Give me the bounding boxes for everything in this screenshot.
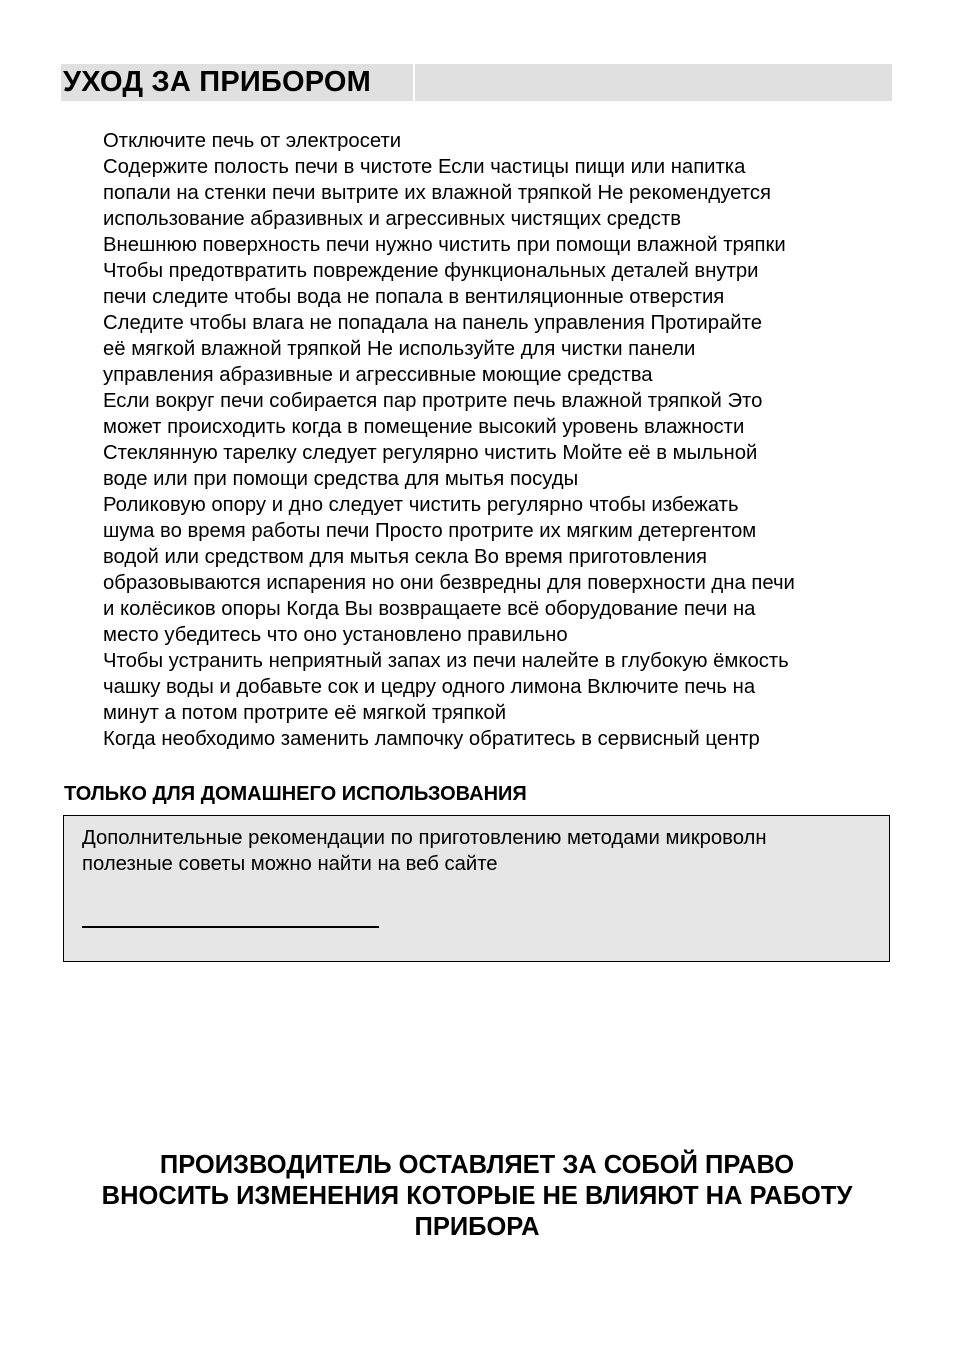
home-use-title: ТОЛЬКО ДЛЯ ДОМАШНЕГО ИСПОЛЬЗОВАНИЯ <box>64 783 527 805</box>
care-line: шума во время работы печи Просто протрите их мягким детергентом <box>103 520 757 542</box>
care-line: водой или средством для мытья секла Во время приготовления <box>103 546 708 568</box>
care-line: попали на стенки печи вытрите их влажной тряпкой Не рекомендуется <box>103 182 771 204</box>
section-heading-divider <box>413 64 415 101</box>
website-blank-line <box>82 926 379 928</box>
care-line: Внешнюю поверхность печи нужно чистить при помощи влажной тряпки <box>103 234 786 256</box>
care-line: Роликовую опору и дно следует чистить регулярно чтобы избежать <box>103 494 739 516</box>
care-line: Отключите печь от электросети <box>103 130 402 152</box>
care-instructions <box>103 128 903 752</box>
care-line: управления абразивные и агрессивные моющие средства <box>103 364 653 386</box>
care-line: Когда необходимо заменить лампочку обратитесь в сервисный центр <box>103 728 760 750</box>
care-line: образовываются испарения но они безвредны для поверхности дна печи <box>103 572 795 594</box>
care-line: Следите чтобы влага не попадала на панель управления Протирайте <box>103 312 762 334</box>
care-line: Содержите полость печи в чистоте Если частицы пищи или напитка <box>103 156 746 178</box>
care-line: чашку воды и добавьте сок и цедру одного лимона Включите печь на <box>103 676 756 698</box>
website-info-text <box>82 825 767 877</box>
care-line: Если вокруг печи собирается пар протрите печь влажной тряпкой Это <box>103 390 763 412</box>
care-line: место убедитесь что оно установлено правильно <box>103 624 568 646</box>
care-line: Чтобы предотвратить повреждение функциональных деталей внутри <box>103 260 759 282</box>
care-line: Чтобы устранить неприятный запах из печи налейте в глубокую ёмкость <box>103 650 789 672</box>
care-line: воде или при помощи средства для мытья посуды <box>103 468 579 490</box>
care-line: Стеклянную тарелку следует регулярно чистить Мойте её в мыльной <box>103 442 758 464</box>
care-line: использование абразивных и агрессивных чистящих средств <box>103 208 682 230</box>
care-line: и колёсиков опоры Когда Вы возвращаете всё оборудование печи на <box>103 598 756 620</box>
notice-line: ВНОСИТЬ ИЗМЕНЕНИЯ КОТОРЫЕ НЕ ВЛИЯЮТ НА РАБОТУ <box>101 1182 853 1210</box>
section-title: УХОД ЗА ПРИБОРОМ <box>63 66 371 98</box>
notice-line: ПРОИЗВОДИТЕЛЬ ОСТАВЛЯЕТ ЗА СОБОЙ ПРАВО <box>159 1151 795 1179</box>
care-line: её мягкой влажной тряпкой Не используйте для чистки панели <box>103 338 696 360</box>
info-line: полезные советы можно найти на веб сайте <box>82 853 498 875</box>
care-line: может происходить когда в помещение высокий уровень влажности <box>103 416 745 438</box>
care-line: печи следите чтобы вода не попала в вентиляционные отверстия <box>103 286 725 308</box>
website-info-box <box>63 815 890 962</box>
info-line: Дополнительные рекомендации по приготовлению методами микроволн <box>82 827 767 849</box>
notice-line: ПРИБОРА <box>414 1213 540 1241</box>
manufacturer-notice <box>40 1150 914 1243</box>
care-line: минут а потом протрите её мягкой тряпкой <box>103 702 507 724</box>
